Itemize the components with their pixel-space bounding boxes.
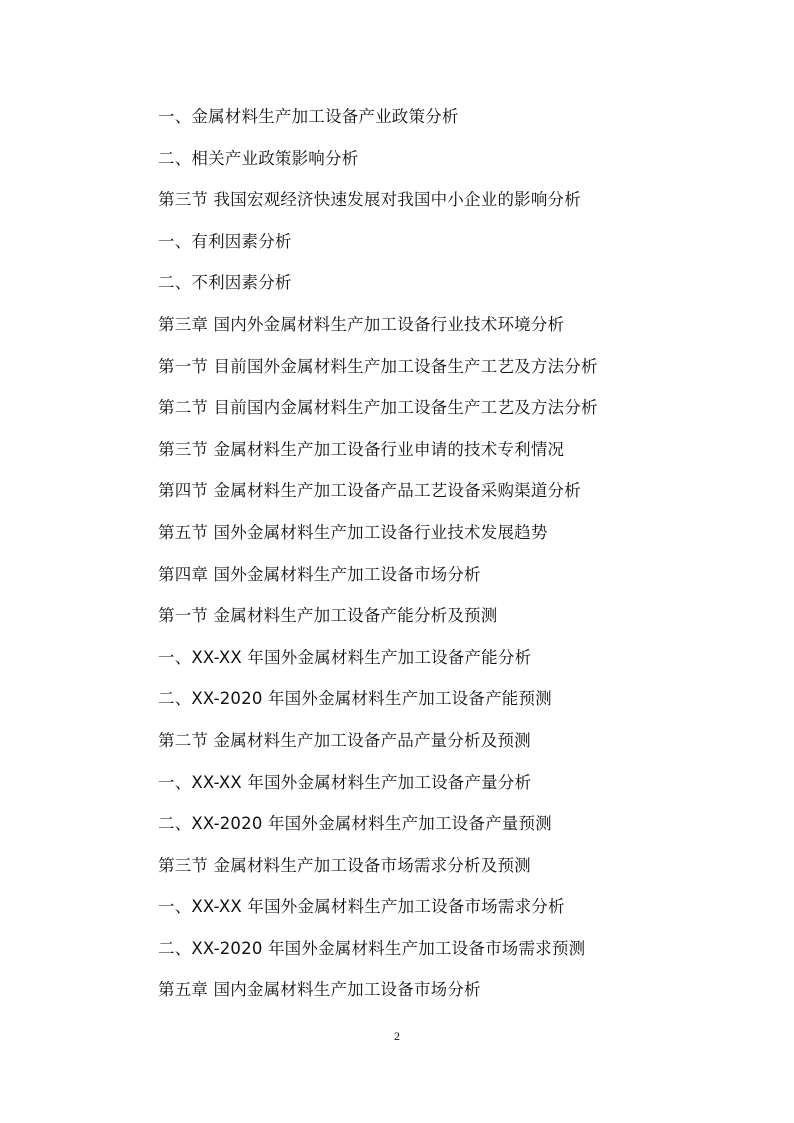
- toc-line: 第四节 金属材料生产加工设备产品工艺设备采购渠道分析: [158, 481, 581, 501]
- toc-line: 二、XX-2020 年国外金属材料生产加工设备产量预测: [158, 814, 552, 834]
- toc-line: 二、XX-2020 年国外金属材料生产加工设备产能预测: [158, 689, 552, 709]
- toc-line: 二、相关产业政策影响分析: [158, 148, 359, 168]
- toc-line: 第五节 国外金属材料生产加工设备行业技术发展趋势: [158, 522, 548, 542]
- toc-line: 第一节 目前国外金属材料生产加工设备生产工艺及方法分析: [158, 356, 598, 376]
- toc-line: 第三节 金属材料生产加工设备市场需求分析及预测: [158, 855, 531, 875]
- toc-line: 一、XX-XX 年国外金属材料生产加工设备产能分析: [158, 647, 532, 667]
- toc-line: 第二节 金属材料生产加工设备产品产量分析及预测: [158, 730, 531, 750]
- page-number: 2: [394, 1029, 400, 1043]
- toc-line: 二、不利因素分析: [158, 273, 292, 293]
- toc-line: 一、有利因素分析: [158, 231, 292, 251]
- toc-line: 一、金属材料生产加工设备产业政策分析: [158, 107, 459, 126]
- table-of-contents: [158, 104, 718, 1019]
- toc-line: 第一节 金属材料生产加工设备产能分析及预测: [158, 606, 498, 626]
- toc-line: 第三章 国内外金属材料生产加工设备行业技术环境分析: [158, 314, 565, 334]
- toc-line: 第四章 国外金属材料生产加工设备市场分析: [158, 564, 481, 584]
- toc-line: 第二节 目前国内金属材料生产加工设备生产工艺及方法分析: [158, 398, 598, 418]
- toc-line: 一、XX-XX 年国外金属材料生产加工设备产量分析: [158, 772, 532, 792]
- toc-line: 一、XX-XX 年国外金属材料生产加工设备市场需求分析: [158, 897, 565, 917]
- toc-line: 第三节 我国宏观经济快速发展对我国中小企业的影响分析: [158, 190, 581, 210]
- toc-line: 第三节 金属材料生产加工设备行业申请的技术专利情况: [158, 439, 565, 459]
- toc-line: 第五章 国内金属材料生产加工设备市场分析: [158, 980, 481, 1000]
- toc-line: 二、XX-2020 年国外金属材料生产加工设备市场需求预测: [158, 938, 586, 958]
